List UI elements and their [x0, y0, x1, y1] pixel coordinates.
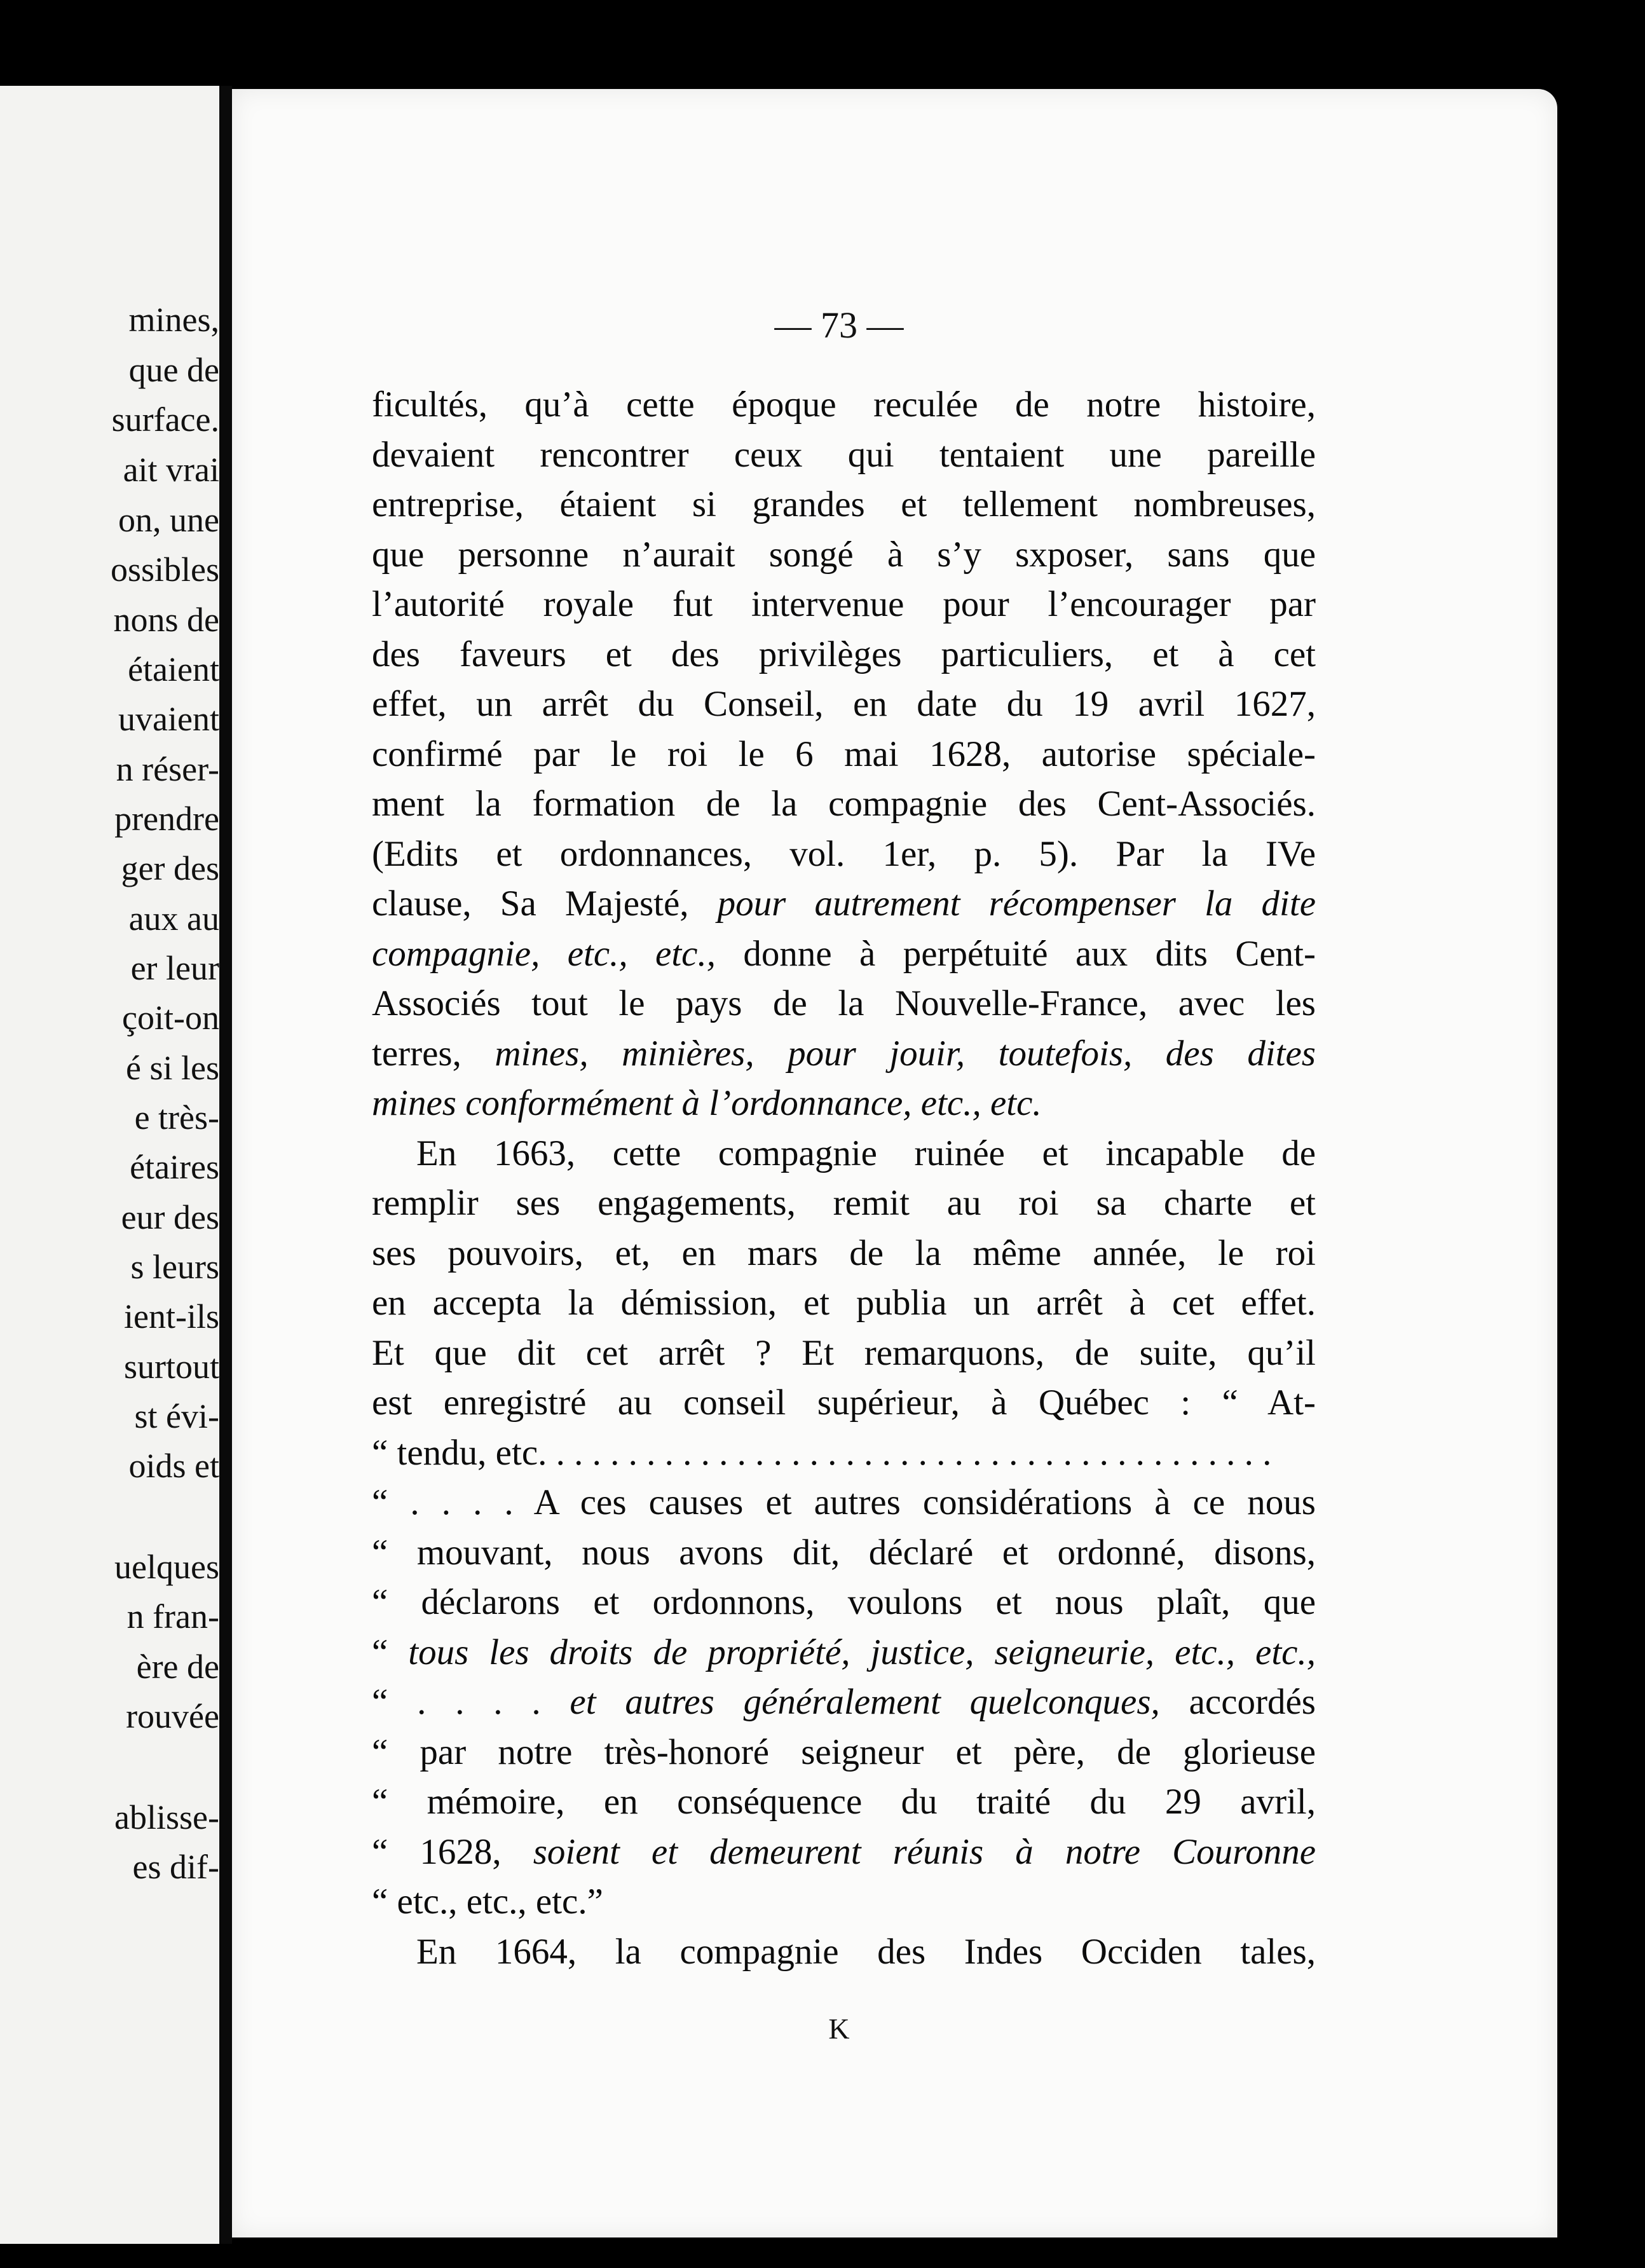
text-line: En 1664, la compagnie des Indes Occiden tales, — [416, 1931, 1316, 1972]
text-line: entreprise, étaient si grandes et tellement nombreuses, — [372, 484, 1316, 524]
page-body-text — [372, 380, 1316, 1977]
text-line: “ etc., etc., etc.” — [372, 1882, 603, 1922]
left-page-line: aux au — [128, 899, 219, 938]
italic-text-segment: mines conformément à l’ordonnance, etc., etc. — [372, 1083, 1042, 1123]
left-page-line: étaires — [130, 1148, 219, 1186]
left-page-line: ient-ils — [124, 1297, 219, 1336]
text-line: en accepta la démission, et publia un arrêt à cet effet. — [372, 1283, 1316, 1323]
left-page-line: eur des — [121, 1198, 219, 1236]
left-page-line: e très- — [134, 1098, 219, 1137]
text-line: En 1663, cette compagnie ruinée et incapable de — [416, 1133, 1316, 1173]
page-number: — 73 — — [774, 304, 904, 346]
left-page-line: st évi- — [134, 1397, 219, 1435]
left-page-line: on, une — [118, 501, 219, 539]
left-page-line: que de — [128, 351, 219, 389]
left-page-line: s leurs — [130, 1248, 219, 1286]
left-page-line: n réser- — [116, 750, 219, 788]
previous-page-fragment — [0, 86, 219, 2244]
text-line — [372, 1079, 1316, 1129]
text-line: “ par notre très-honoré seigneur et père, de glorieuse — [372, 1732, 1316, 1772]
left-page-line: oids et — [128, 1447, 219, 1485]
text-line: Et que dit cet arrêt ? Et remarquons, de suite, qu’il — [372, 1332, 1316, 1373]
left-page-line: surtout — [123, 1348, 219, 1386]
left-page-line: mines, — [128, 301, 219, 339]
text-line: ficultés, qu’à cette époque reculée de notre histoire, — [372, 385, 1316, 425]
text-line: (Edits et ordonnances, vol. 1er, p. 5). Par la IVe — [372, 833, 1316, 874]
text-line — [372, 1827, 1316, 1878]
text-line — [372, 1029, 1316, 1079]
text-line: “ mémoire, en conséquence du traité du 29 avril, — [372, 1782, 1316, 1822]
text-line: remplir ses engagements, remit au roi sa charte et — [372, 1183, 1316, 1223]
text-line — [372, 1677, 1316, 1728]
left-page-line: uvaient — [118, 700, 219, 738]
text-line: Associés tout le pays de la Nouvelle-France, avec les — [372, 983, 1316, 1023]
text-segment: “ — [372, 1632, 409, 1672]
text-line: effet, un arrêt du Conseil, en date du 19 avril 1627, — [372, 684, 1316, 724]
left-page-line: es dif- — [132, 1848, 219, 1886]
left-page-line: ger des — [121, 849, 219, 887]
text-line: l’autorité royale fut intervenue pour l’encourager par — [372, 584, 1316, 624]
text-line: est enregistré au conseil supérieur, à Québec : “ At- — [372, 1383, 1316, 1423]
left-page-line: étaient — [128, 650, 219, 688]
text-line — [372, 1628, 1316, 1678]
italic-text-segment: soient et demeurent réunis à notre Couronne — [533, 1831, 1316, 1872]
italic-text-segment: compagnie, etc., etc., — [372, 933, 716, 974]
text-segment: “ . . . . — [372, 1682, 570, 1722]
left-page-line: ère de — [136, 1648, 219, 1686]
signature-mark: K — [828, 2012, 850, 2045]
italic-text-segment: tous les droits de propriété, justice, seigneurie, etc., etc., — [408, 1632, 1316, 1672]
left-page-line: rouvée — [126, 1697, 219, 1735]
text-line — [372, 879, 1316, 929]
left-page-line: surface. — [111, 400, 219, 439]
left-page-line: ait vrai — [123, 451, 219, 489]
text-segment: “ 1628, — [372, 1831, 533, 1872]
text-line: que personne n’aurait songé à s’y sxposer, sans que — [372, 534, 1316, 575]
italic-text-segment: et autres généralement quelconques, — [570, 1682, 1160, 1722]
text-line: “ mouvant, nous avons dit, déclaré et ordonné, disons, — [372, 1532, 1316, 1573]
text-line: devaient rencontrer ceux qui tentaient une pareille — [372, 434, 1316, 475]
italic-text-segment: pour autrement récompenser la dite — [717, 884, 1316, 924]
text-segment: donne à perpétuité aux dits Cent- — [715, 933, 1316, 974]
left-page-line: ossibles — [110, 550, 219, 589]
text-line — [372, 929, 1316, 980]
text-line: ses pouvoirs, et, en mars de la même année, le roi — [372, 1233, 1316, 1273]
left-page-line: prendre — [114, 800, 219, 838]
text-line: “ déclarons et ordonnons, voulons et nous plaît, que — [372, 1582, 1316, 1622]
text-line: confirmé par le roi le 6 mai 1628, autorise spéciale- — [372, 734, 1316, 774]
text-line: “ . . . . A ces causes et autres considérations à ce nous — [372, 1482, 1316, 1522]
left-page-line: er leur — [130, 949, 219, 987]
text-segment: accordés — [1159, 1682, 1316, 1722]
left-page-line: n fran- — [126, 1597, 219, 1636]
text-line: “ tendu, etc. . . . . . . . . . . . . . . . . . . . . . . . . . . . . . . . . . . . . . . . . — [372, 1432, 1272, 1473]
text-line: ment la formation de la compagnie des Cent-Associés. — [372, 784, 1316, 824]
left-page-line: ablisse- — [114, 1798, 219, 1836]
text-segment: clause, Sa Majesté, — [372, 884, 718, 924]
left-page-line: uelques — [114, 1548, 219, 1586]
left-page-line: çoit-on — [122, 999, 219, 1037]
text-line: des faveurs et des privilèges particuliers, et à cet — [372, 634, 1316, 674]
text-segment: terres, — [372, 1033, 495, 1074]
book-gutter — [219, 86, 232, 2244]
left-page-line: nons de — [113, 601, 219, 639]
left-page-line: é si les — [126, 1049, 219, 1087]
italic-text-segment: mines, minières, pour jouir, toutefois, des dites — [495, 1033, 1316, 1074]
